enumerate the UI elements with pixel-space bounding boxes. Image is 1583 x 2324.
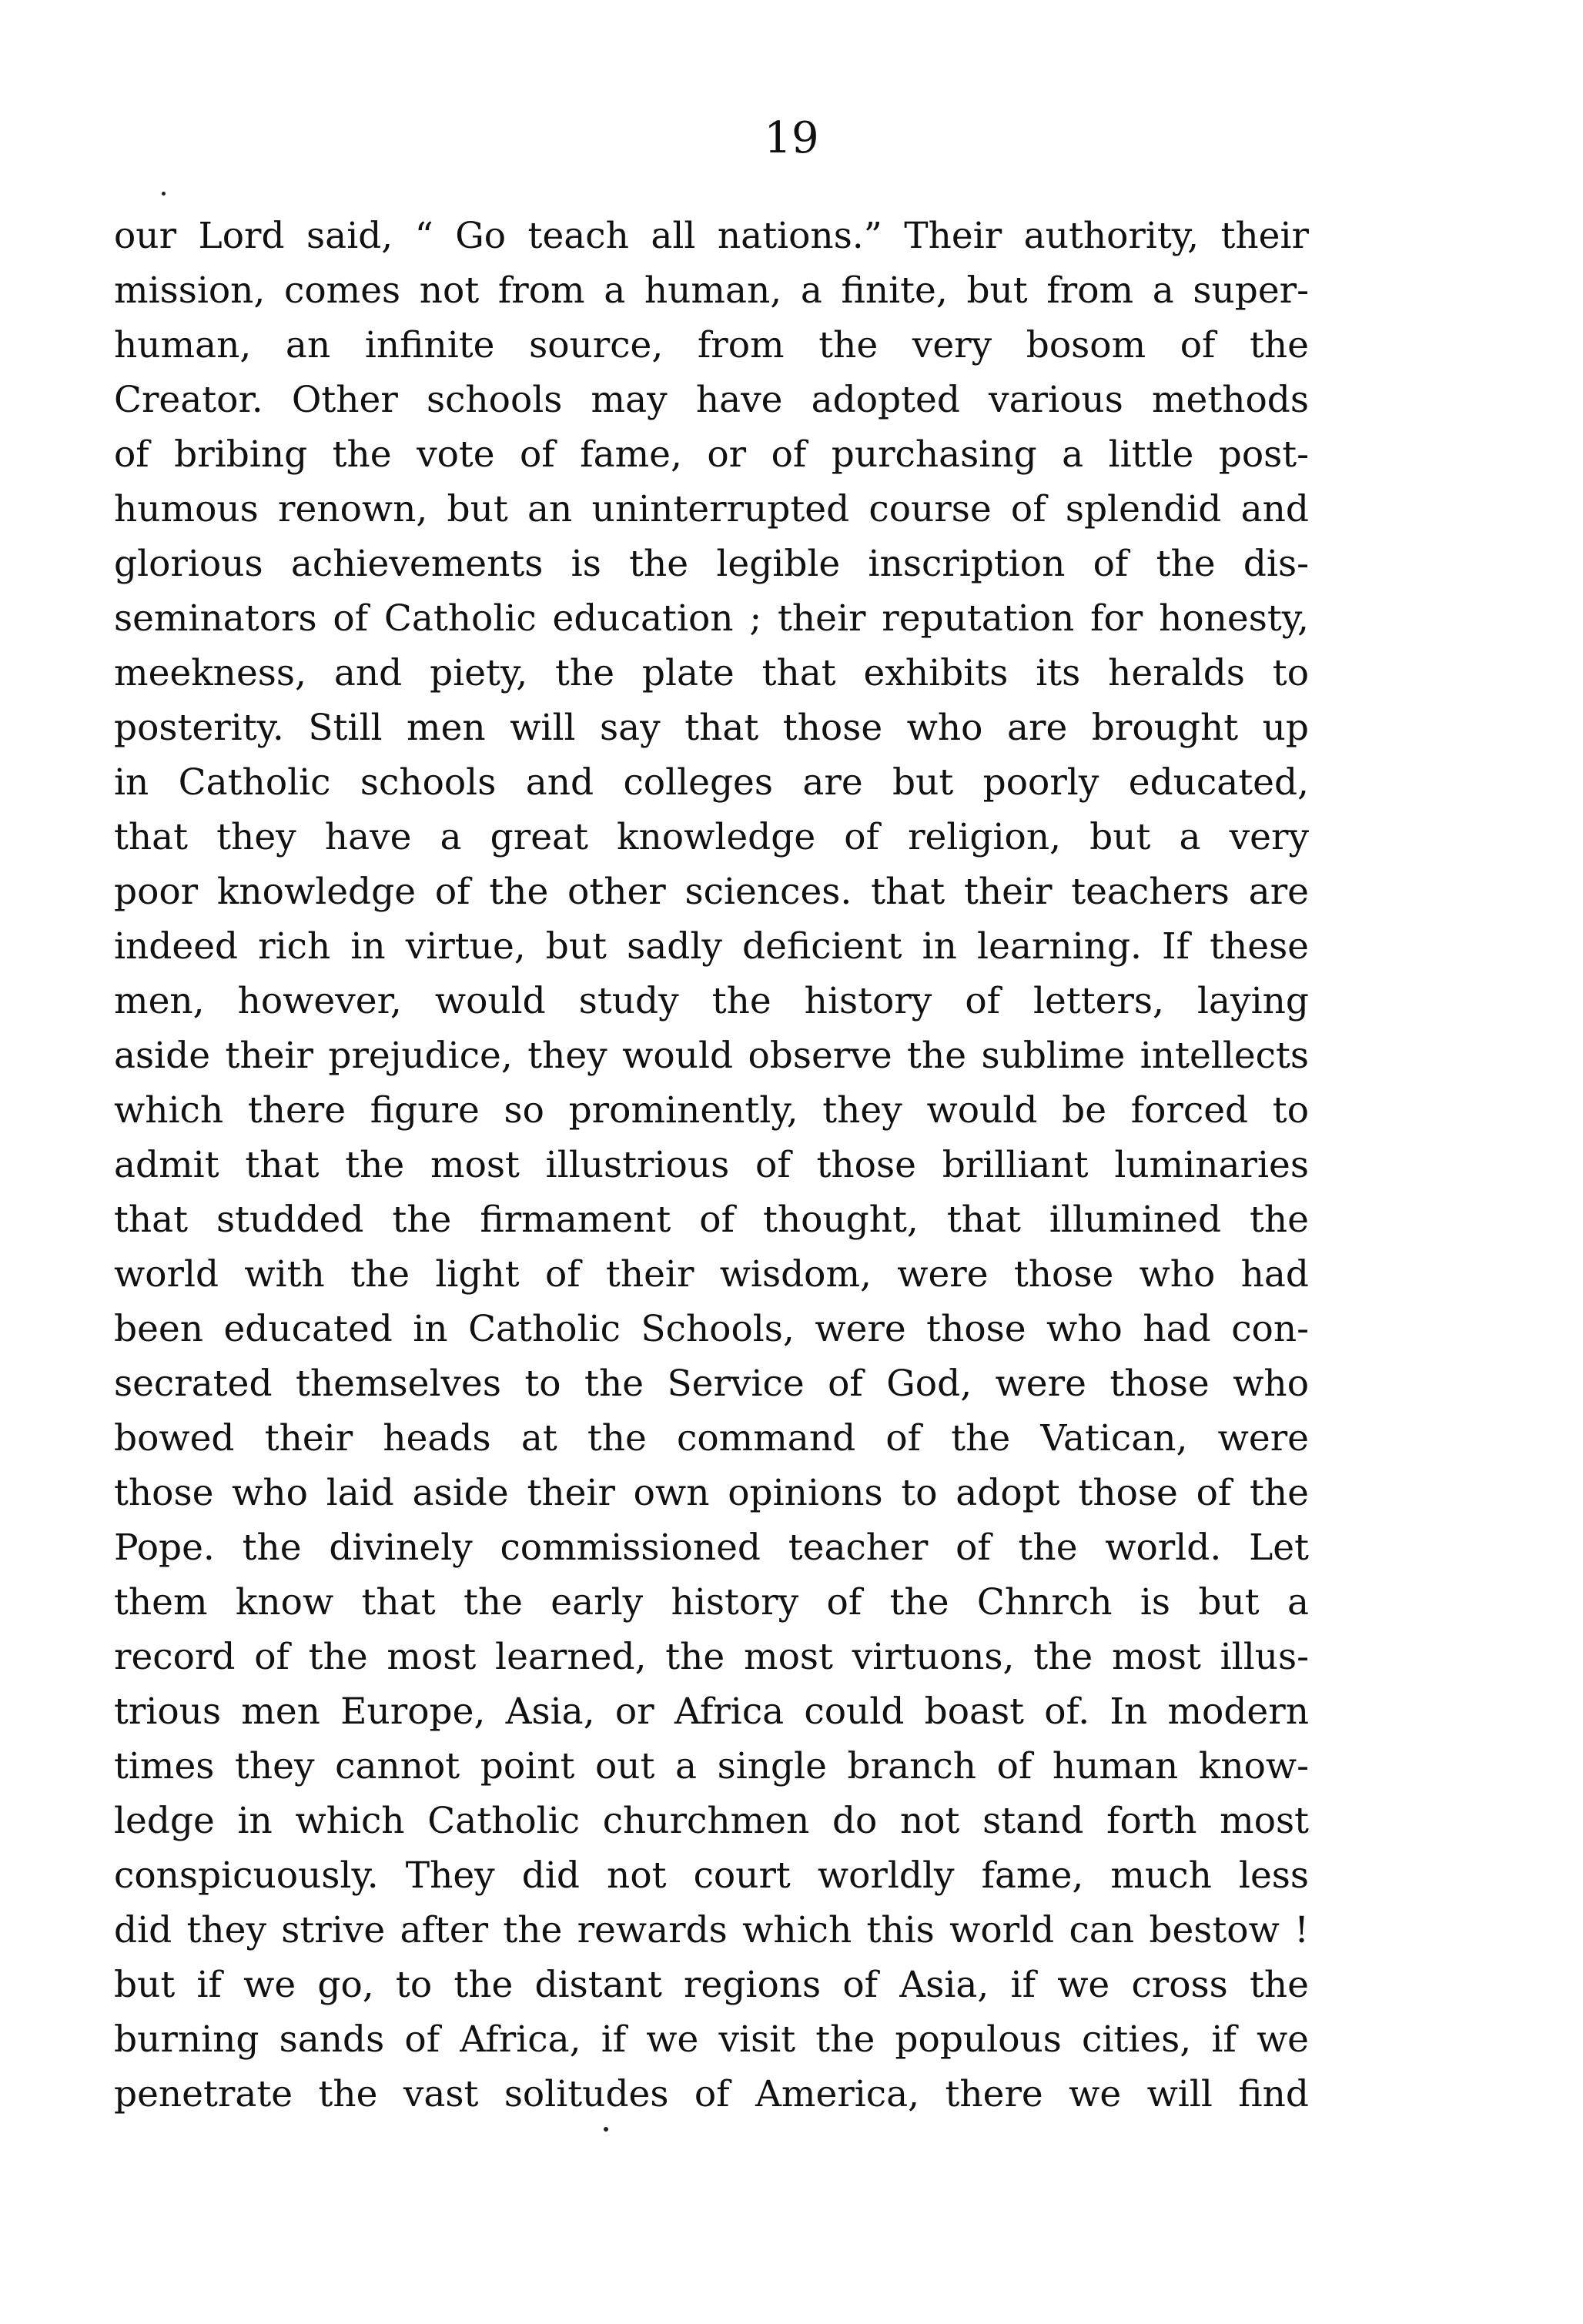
text-line: of bribing the vote of fame, or of purchasing a little post- bbox=[114, 433, 1309, 476]
text-line: admit that the most illustrious of those brilliant luminaries bbox=[114, 1144, 1309, 1186]
text-line: glorious achievements is the legible inscription of the dis- bbox=[114, 543, 1309, 585]
text-line: record of the most learned, the most virtuons, the most illus- bbox=[114, 1636, 1309, 1678]
text-line: but if we go, to the distant regions of Asia, if we cross the bbox=[114, 1964, 1309, 2006]
text-line: penetrate the vast solitudes of America, there we will find bbox=[114, 2073, 1309, 2115]
text-line: that they have a great knowledge of religion, but a very bbox=[114, 816, 1309, 858]
text-line: conspicuously. They did not court worldly fame, much less bbox=[114, 1854, 1309, 1897]
body-text bbox=[114, 209, 1309, 2122]
text-line: our Lord said, “ Go teach all nations.” Their authority, their bbox=[114, 215, 1309, 257]
text-line: ledge in which Catholic churchmen do not stand forth most bbox=[114, 1800, 1309, 1842]
text-line: secrated themselves to the Service of God, were those who bbox=[114, 1363, 1309, 1405]
text-line: times they cannot point out a single branch of human know- bbox=[114, 1745, 1309, 1787]
text-line: aside their prejudice, they would observe the sublime intellects bbox=[114, 1035, 1309, 1077]
text-line: those who laid aside their own opinions to adopt those of the bbox=[114, 1472, 1309, 1514]
text-line: meekness, and piety, the plate that exhibits its heralds to bbox=[114, 652, 1309, 694]
text-line: human, an infinite source, from the very bosom of the bbox=[114, 324, 1309, 366]
text-line: in Catholic schools and colleges are but poorly educated, bbox=[114, 761, 1309, 804]
text-line: Creator. Other schools may have adopted various methods bbox=[114, 379, 1309, 421]
page-number: 19 bbox=[764, 113, 819, 163]
text-line: been educated in Catholic Schools, were those who had con- bbox=[114, 1308, 1309, 1350]
text-line: them know that the early history of the Chnrch is but a bbox=[114, 1581, 1309, 1623]
text-line: which there figure so prominently, they would be forced to bbox=[114, 1089, 1309, 1132]
text-line: world with the light of their wisdom, were those who had bbox=[114, 1253, 1309, 1296]
text-line: men, however, would study the history of letters, laying bbox=[114, 980, 1309, 1022]
text-line: trious men Europe, Asia, or Africa could boast of. In modern bbox=[114, 1690, 1309, 1733]
text-line: Pope. the divinely commissioned teacher of the world. Let bbox=[114, 1526, 1309, 1569]
text-line: did they strive after the rewards which this world can bestow ! bbox=[114, 1909, 1309, 1951]
text-line: seminators of Catholic education ; their reputation for honesty, bbox=[114, 597, 1309, 640]
text-line: humous renown, but an uninterrupted course of splendid and bbox=[114, 488, 1309, 530]
print-speck bbox=[604, 2127, 608, 2132]
text-line: posterity. Still men will say that those who are brought up bbox=[114, 707, 1309, 749]
text-line: poor knowledge of the other sciences. that their teachers are bbox=[114, 871, 1309, 913]
text-line: mission, comes not from a human, a finite, but from a super- bbox=[114, 269, 1309, 312]
print-speck bbox=[162, 192, 166, 196]
text-line: that studded the firmament of thought, that illumined the bbox=[114, 1199, 1309, 1241]
text-line: indeed rich in virtue, but sadly deficient in learning. If these bbox=[114, 925, 1309, 968]
text-line: bowed their heads at the command of the Vatican, were bbox=[114, 1417, 1309, 1460]
text-line: burning sands of Africa, if we visit the populous cities, if we bbox=[114, 2018, 1309, 2061]
